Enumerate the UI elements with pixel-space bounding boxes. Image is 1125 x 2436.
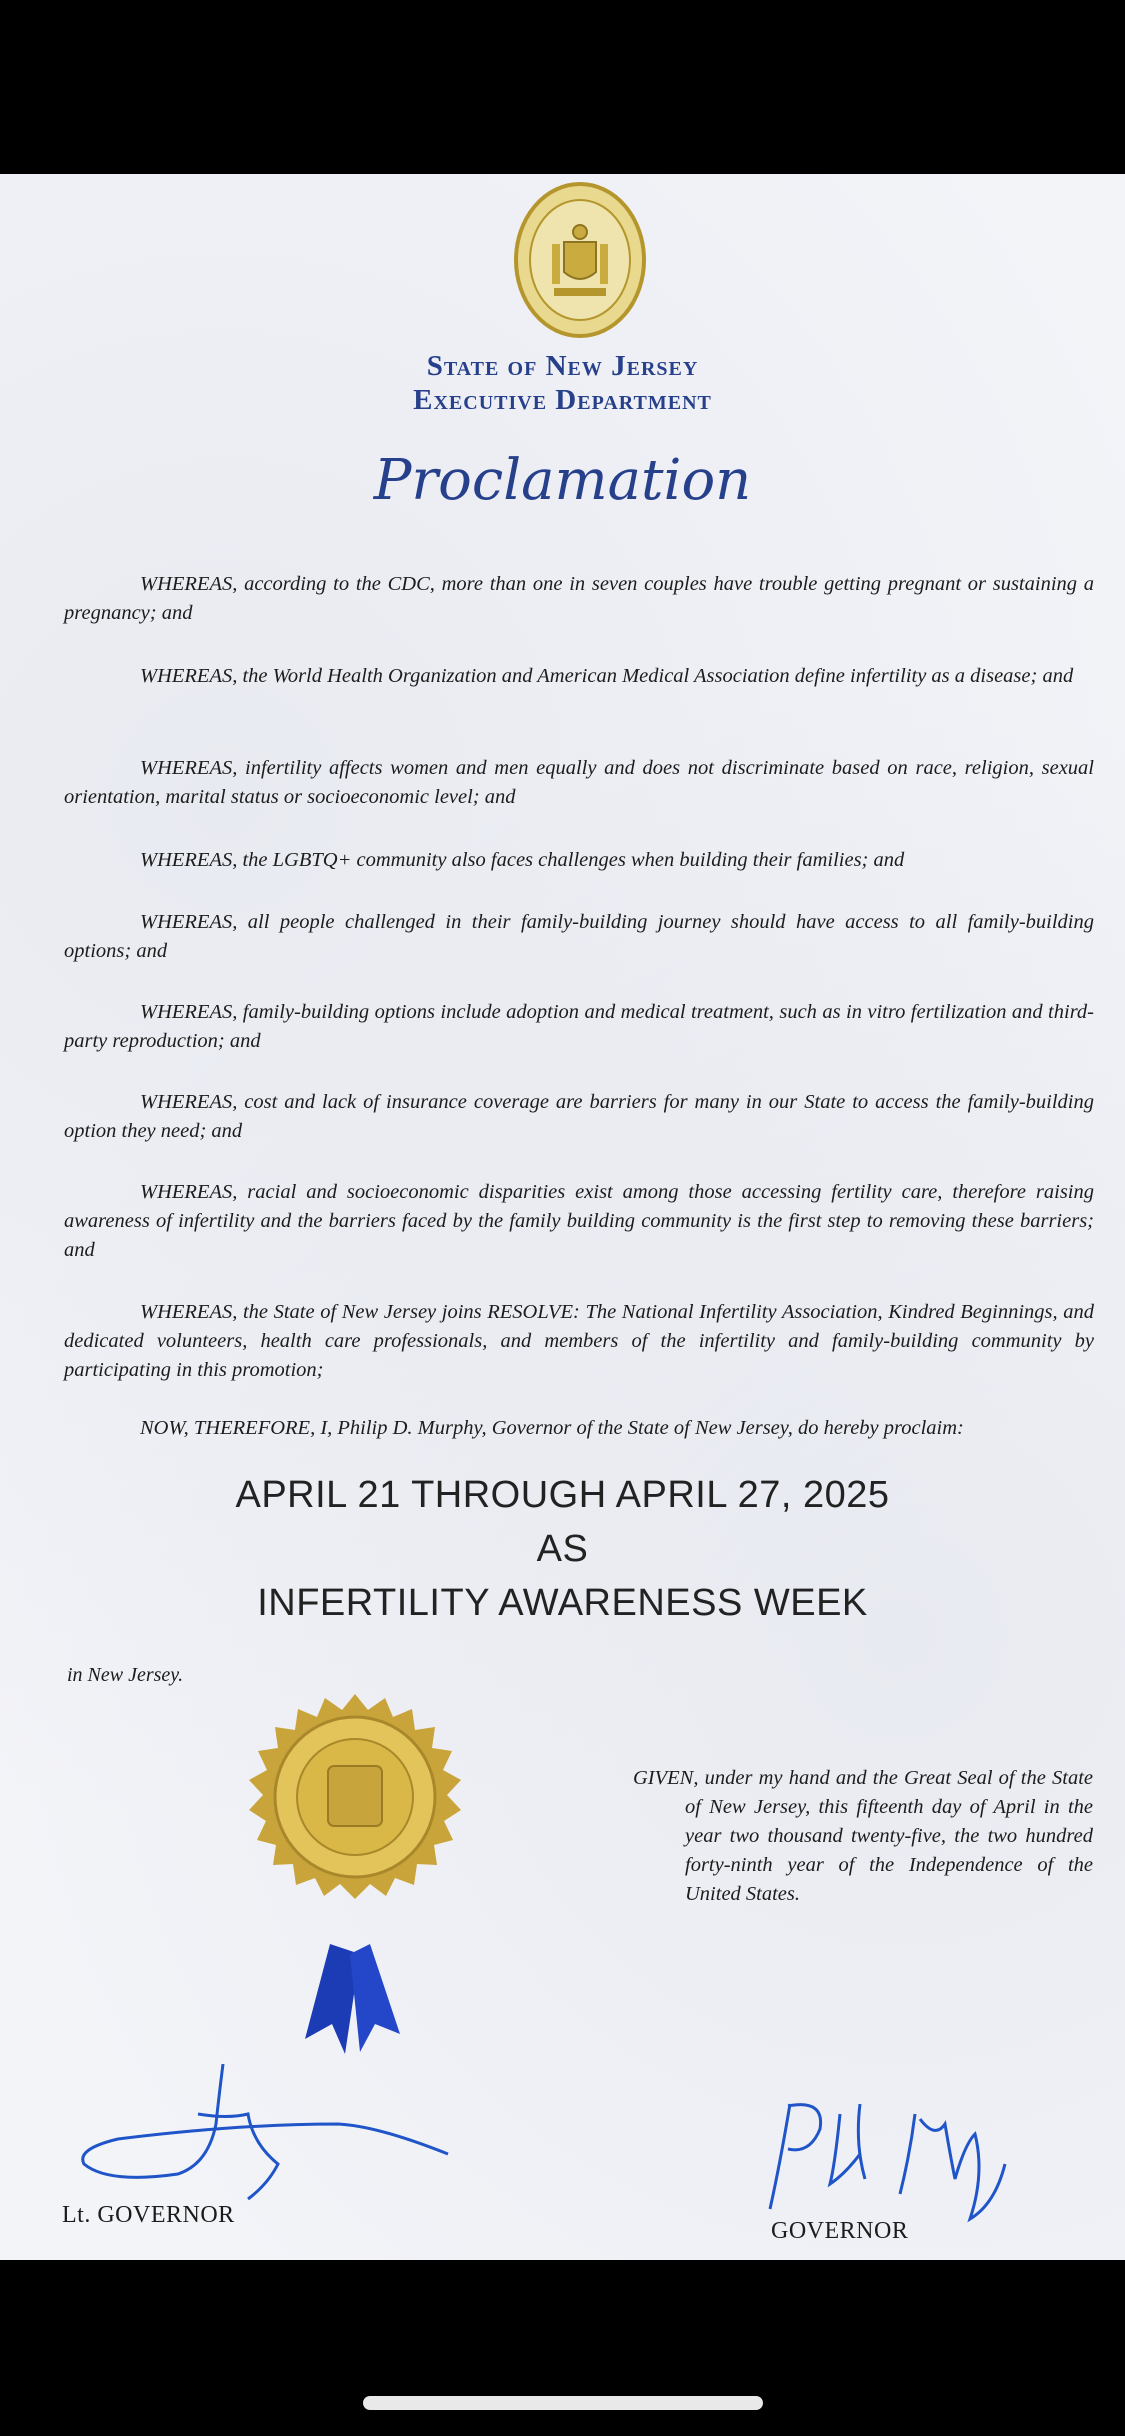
home-indicator[interactable] [363, 2396, 763, 2410]
whereas-clause: WHEREAS, cost and lack of insurance coverage are barriers for many in our State to access the family-building option they need; and [64, 1091, 1094, 1142]
whereas-clause: WHEREAS, the State of New Jersey joins RESOLVE: The National Infertility Association, Kindred Beginnings, and dedicated volunteers, health care professionals, and members of the infertility and family-building community by participating in this promotion; [64, 1301, 1094, 1381]
department-heading: Executive Department [413, 384, 712, 416]
whereas-clause: WHEREAS, all people challenged in their family-building journey should have access to all family-building options; and [64, 911, 1094, 962]
given-statement: GIVEN, under my hand and the Great Seal of the State of New Jersey, this fifteenth day of April in the year two thousand twenty-five, the two hundred forty-ninth year of the Independence of the United States. [633, 1767, 1093, 1905]
whereas-clause: WHEREAS, the LGBTQ+ community also faces challenges when building their families; and [140, 849, 905, 871]
document-title: Proclamation [373, 448, 752, 513]
great-seal-icon [210, 1694, 500, 2074]
proclaim-as: AS [536, 1528, 589, 1570]
state-heading: State of New Jersey [426, 350, 699, 382]
whereas-clause: WHEREAS, racial and socioeconomic disparities exist among those accessing fertility care, therefore raising awareness of infertility and the barriers faced by the family building community is the first step to removing these barriers; and [64, 1181, 1094, 1261]
whereas-clause: WHEREAS, infertility affects women and men equally and does not discriminate based on race, religion, sexual orientation, marital status or socioeconomic level; and [64, 757, 1094, 808]
whereas-clause: WHEREAS, the World Health Organization and American Medical Association define infertility as a disease; and [140, 665, 1074, 687]
proclaim-statement: NOW, THEREFORE, I, Philip D. Murphy, Governor of the State of New Jersey, do hereby proclaim: [140, 1417, 964, 1439]
governor-signature [750, 2084, 1030, 2224]
whereas-clause: WHEREAS, according to the CDC, more than one in seven couples have trouble getting pregnant or sustaining a pregnancy; and [64, 573, 1094, 624]
location-note: in New Jersey. [67, 1664, 184, 1686]
proclaim-dates: APRIL 21 THROUGH APRIL 27, 2025 [235, 1474, 890, 1516]
lt-governor-signature [78, 2054, 458, 2204]
governor-label: GOVERNOR [771, 2218, 909, 2244]
lt-governor-label: Lt. GOVERNOR [62, 2202, 235, 2228]
whereas-clause: WHEREAS, family-building options include adoption and medical treatment, such as in vitro fertilization and third-party reproduction; and [64, 1001, 1094, 1052]
state-seal-emblem [512, 180, 648, 340]
proclamation-document [0, 174, 1125, 2260]
proclaim-week-name: INFERTILITY AWARENESS WEEK [257, 1582, 868, 1624]
